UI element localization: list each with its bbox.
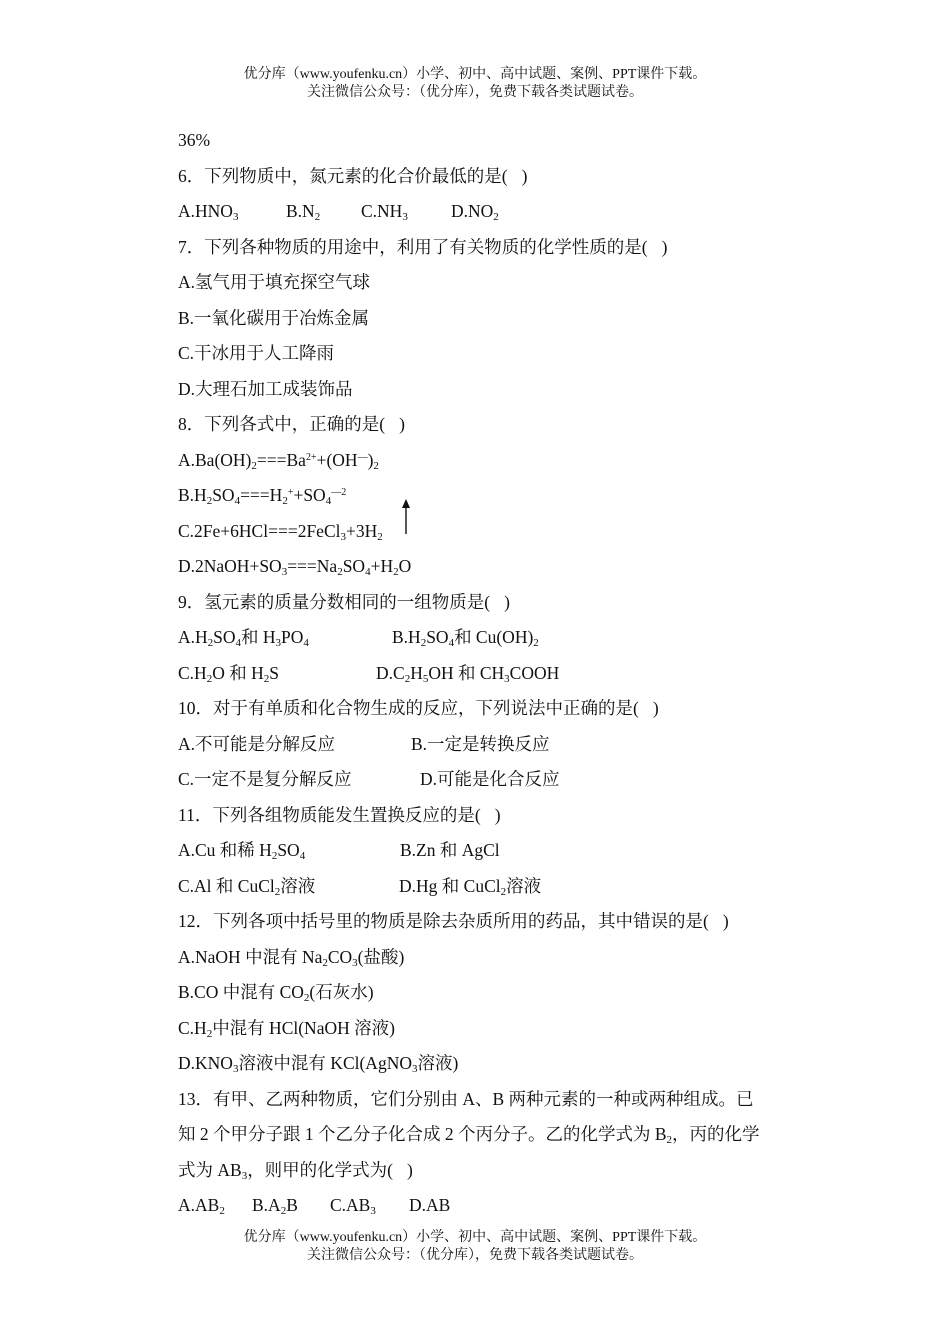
option-b: $B.H_2SO_4===H_2^++SO_4^{—2}$ (178, 485, 347, 507)
option-b: $B.H_2SO_4$和 $Cu(OH)_2$ (392, 627, 539, 649)
question-11-options-cd (178, 869, 818, 905)
option-d: $D.2NaOH+SO_3===Na_2SO_4+H_2O$ (178, 556, 412, 578)
option-c: $C.2Fe+6HCl===2FeCl_3+3H_2$ (178, 520, 383, 543)
option-c: C.Al 和 CuCl$_2$溶液 (178, 875, 316, 898)
up-arrow-icon (401, 499, 411, 535)
header-line-1: 优分库（www.youfenku.cn）小学、初中、高中试题、案例、PPT课件下载。 (243, 67, 707, 82)
question-13-line-1: 13．有甲、乙两种物质，它们分别由 A、B 两种元素的一种或两种组成。已 (178, 1088, 754, 1109)
option-a: A.氢气用于填充探空气球 (178, 272, 371, 292)
page-footer (0, 1229, 950, 1265)
option-a: $A.H_2SO_4$和 $H_3PO_4$ (178, 627, 309, 649)
option-d: $D.NO_2$ (451, 201, 499, 223)
footer-line-2: 关注微信公众号：（优分库），免费下载各类试题试卷。 (307, 1248, 643, 1263)
question-12: 12．下列各项中括号里的物质是除去杂质所用的药品，其中错误的是( ) (178, 911, 729, 931)
option-d: D.AB (409, 1195, 451, 1215)
question-10-options-ab (178, 727, 818, 763)
question-13-options (178, 1188, 818, 1224)
question-7: 7．下列各种物质的用途中，利用了有关物质的化学性质的是( ) (178, 236, 668, 257)
option-c: $C.H_2$中混有 HCl(NaOH 溶液) (178, 1017, 395, 1040)
option-b: B.一定是转换反应 (411, 733, 550, 754)
page-header (0, 66, 950, 102)
question-8: 8．下列各式中，正确的是( ) (178, 414, 405, 434)
option-d: D.大理石加工成装饰品 (178, 378, 353, 399)
option-d: $D.C_2H_5OH$ 和 $CH_3COOH$ (376, 662, 560, 685)
option-d: D.Hg 和 CuCl$_2$溶液 (399, 875, 542, 898)
option-d: D.可能是化合反应 (420, 769, 560, 789)
document-body (178, 123, 818, 1224)
text-line: 36% (178, 130, 211, 150)
option-a: A.不可能是分解反应 (178, 733, 336, 754)
option-c: C.一定不是复分解反应 (178, 769, 352, 789)
option-c: $C.AB_3$ (330, 1195, 376, 1217)
question-10-options-cd (178, 762, 818, 798)
option-b: $B.A_2B$ (252, 1195, 298, 1217)
option-a: A.Cu 和稀 $H_2SO_4$ (178, 840, 306, 862)
question-6-options (178, 194, 818, 230)
option-b: B.一氧化碳用于冶炼金属 (178, 307, 370, 328)
option-b: B.Zn 和 AgCl (400, 840, 500, 860)
option-a: $A.Ba(OH)_2===Ba^{2+}+(OH^—)_2$ (178, 449, 379, 472)
question-9: 9．氢元素的质量分数相同的一组物质是( ) (178, 591, 510, 612)
question-6: 6．下列物质中，氮元素的化合价最低的是( ) (178, 165, 528, 186)
option-c: $C.H_2O$ 和 $H_2S$ (178, 662, 279, 685)
question-9-options-ab (178, 620, 818, 656)
option-c: C.干冰用于人工降雨 (178, 343, 335, 363)
question-10: 10．对于有单质和化合物生成的反应，下列说法中正确的是( ) (178, 698, 659, 718)
option-a: A.NaOH 中混有 $Na_2CO_3$(盐酸) (178, 946, 405, 969)
footer-line-1: 优分库（www.youfenku.cn）小学、初中、高中试题、案例、PPT课件下载。 (243, 1230, 707, 1245)
option-b: $B.N_2$ (286, 201, 321, 223)
question-13-line-2: 知 2 个甲分子跟 1 个乙分子化合成 2 个丙分子。乙的化学式为 $B_2$，丙的化学 (178, 1124, 760, 1146)
question-11: 11．下列各组物质能发生置换反应的是( ) (178, 804, 501, 825)
option-d: $D.KNO_3$溶液中混有 KCl(AgNO$_3$溶液) (178, 1053, 459, 1075)
option-a: $A.HNO_3$ (178, 201, 239, 223)
option-c: $C.NH_3$ (361, 201, 408, 223)
option-a: $A.AB_2$ (178, 1195, 225, 1217)
question-11-options-ab (178, 833, 818, 869)
option-b: B.CO 中混有 $CO_2$(石灰水) (178, 982, 374, 1004)
question-9-options-cd (178, 656, 818, 692)
header-line-2: 关注微信公众号：（优分库），免费下载各类试题试卷。 (307, 85, 643, 100)
question-13-line-3: 式为 $AB_3$，则甲的化学式为( ) (178, 1159, 413, 1182)
